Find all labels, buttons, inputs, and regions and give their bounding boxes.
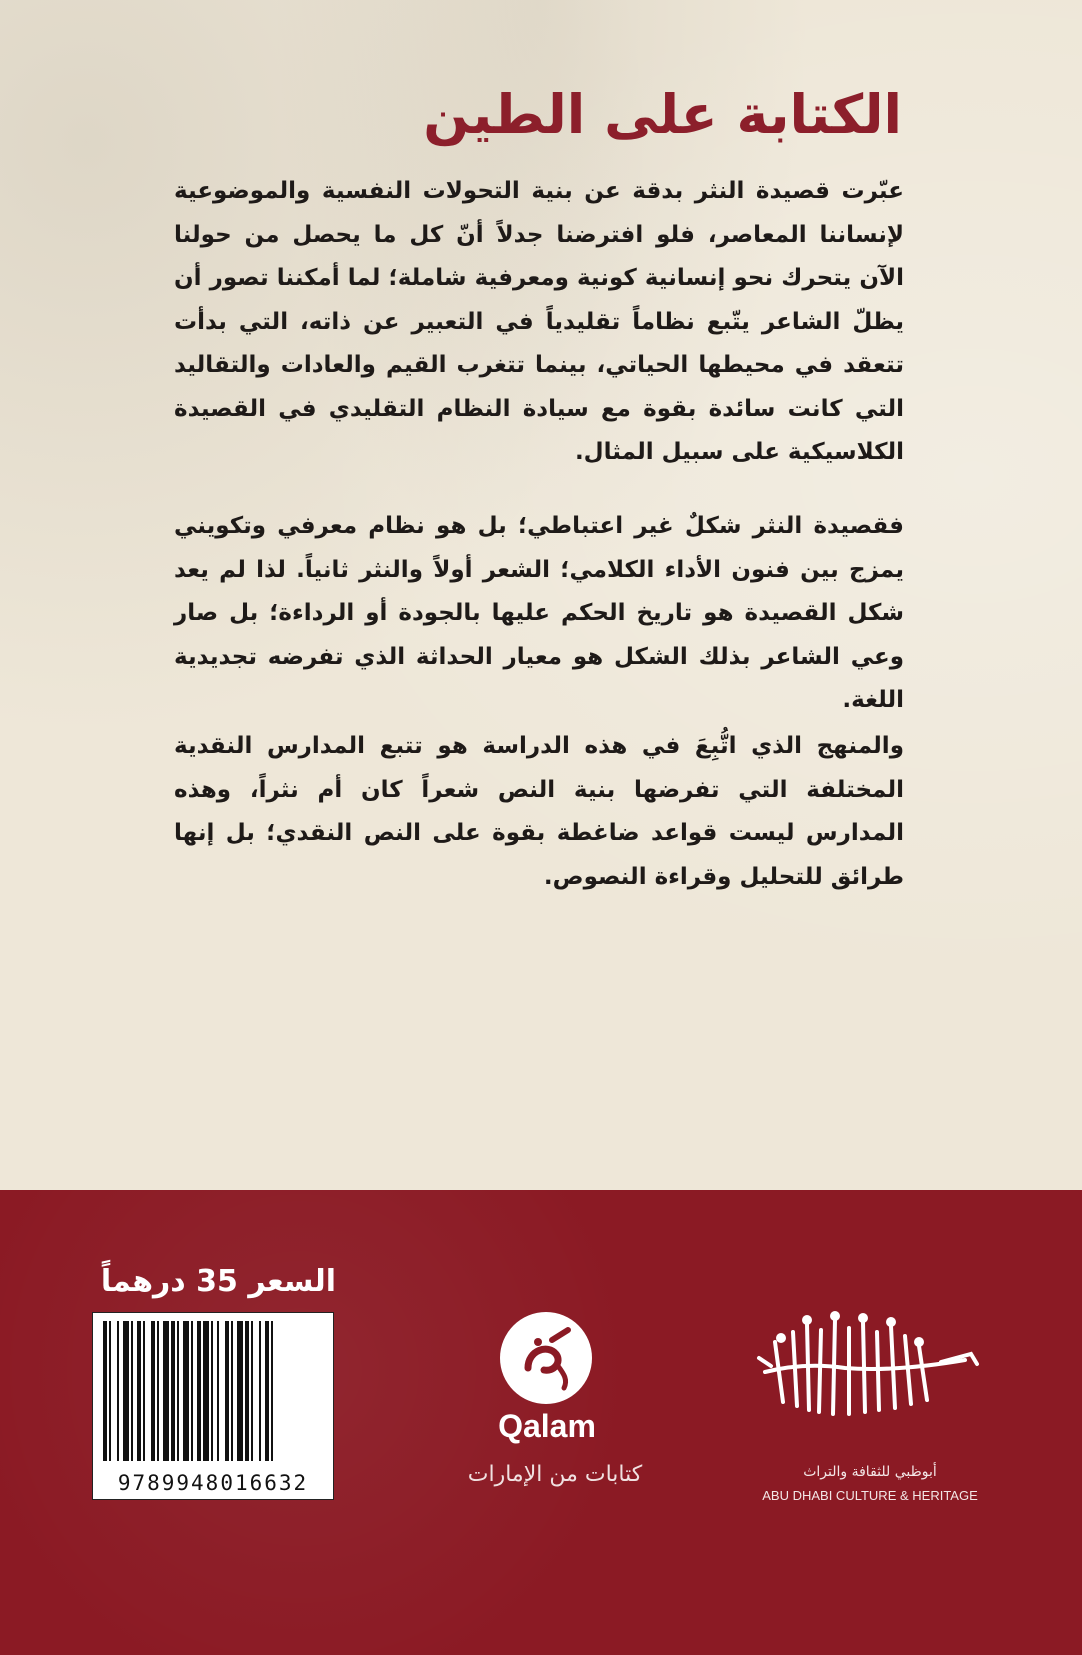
barcode-bar	[245, 1321, 249, 1461]
barcode-bar	[231, 1321, 233, 1461]
adch-dancers-logo-icon	[745, 1302, 985, 1432]
barcode-bar	[131, 1321, 133, 1461]
barcode	[92, 1312, 334, 1500]
barcode-bar	[103, 1321, 107, 1461]
barcode-bar	[217, 1321, 219, 1461]
barcode-bar	[191, 1321, 193, 1461]
barcode-bar	[251, 1321, 253, 1461]
barcode-number: 9789948016632	[117, 1471, 309, 1495]
barcode-bar	[137, 1321, 141, 1461]
price-label: السعر 35 درهماً	[100, 1264, 336, 1299]
barcode-bar	[237, 1321, 243, 1461]
barcode-bar	[225, 1321, 229, 1461]
blurb-paragraph-2: فقصيدة النثر شكلٌ غير اعتباطي؛ بل هو نظام معرفي وتكويني يمزج بين فنون الأداء الكلامي؛ الشعر أولاً والنثر ثانياً. لذا لم يعد شكل القصيدة هو تاريخ الحكم عليها بالجودة أو الرداءة؛ بل صار وعي الشاعر بذلك الشكل هو معيار الحداثة الذي تفرضه تجديدية اللغة.	[174, 513, 904, 713]
barcode-bar	[123, 1321, 129, 1461]
publisher-name-english: ABU DHABI CULTURE & HERITAGE	[762, 1488, 978, 1503]
blurb-paragraph-1: عبّرت قصيدة النثر بدقة عن بنية التحولات النفسية والموضوعية لإنساننا المعاصر، فلو افترضنا جدلاً أنّ كل ما يحصل من حولنا الآن يتحرك نحو إنسانية كونية ومعرفية شاملة؛ لما أمكننا تصور أن يظلّ الشاعر يتّبع نظاماً تقليدياً في التعبير عن ذاته، التي بدأت تتعقد في محيطها الحياتي، بينما تتغرب القيم والعادات والتقاليد التي كانت سائدة بقوة مع سيادة النظام التقليدي في القصيدة الكلاسيكية على سبيل المثال.	[174, 178, 904, 465]
barcode-bar	[177, 1321, 179, 1461]
barcode-bar	[265, 1321, 269, 1461]
book-title: الكتابة على الطين	[423, 83, 902, 146]
barcode-bar	[259, 1321, 261, 1461]
barcode-bar	[211, 1321, 213, 1461]
barcode-bars	[103, 1321, 323, 1461]
barcode-bar	[109, 1321, 111, 1461]
qalam-pen-logo-icon	[498, 1310, 594, 1406]
barcode-bar	[197, 1321, 201, 1461]
barcode-bar	[117, 1321, 119, 1461]
barcode-bar	[171, 1321, 175, 1461]
barcode-bar	[151, 1321, 155, 1461]
barcode-bar	[203, 1321, 209, 1461]
blurb-paragraph-3: والمنهج الذي اتُّبِعَ في هذه الدراسة هو تتبع المدارس النقدية المختلفة التي تفرضها بنية النص شعراً كان أم نثراً، وهذه المدارس ليست قواعد ضاغطة بقوة على النص النقدي؛ بل إنها طرائق للتحليل وقراءة النصوص.	[174, 733, 904, 890]
barcode-bar	[183, 1321, 189, 1461]
barcode-bar	[271, 1321, 273, 1461]
qalam-wordmark: Qalam	[498, 1408, 596, 1444]
barcode-bar	[143, 1321, 145, 1461]
publisher-name-arabic: أبوظبي للثقافة والتراث	[803, 1464, 937, 1480]
barcode-bar	[163, 1321, 169, 1461]
qalam-tagline: كتابات من الإمارات	[467, 1462, 643, 1487]
barcode-bar	[157, 1321, 159, 1461]
